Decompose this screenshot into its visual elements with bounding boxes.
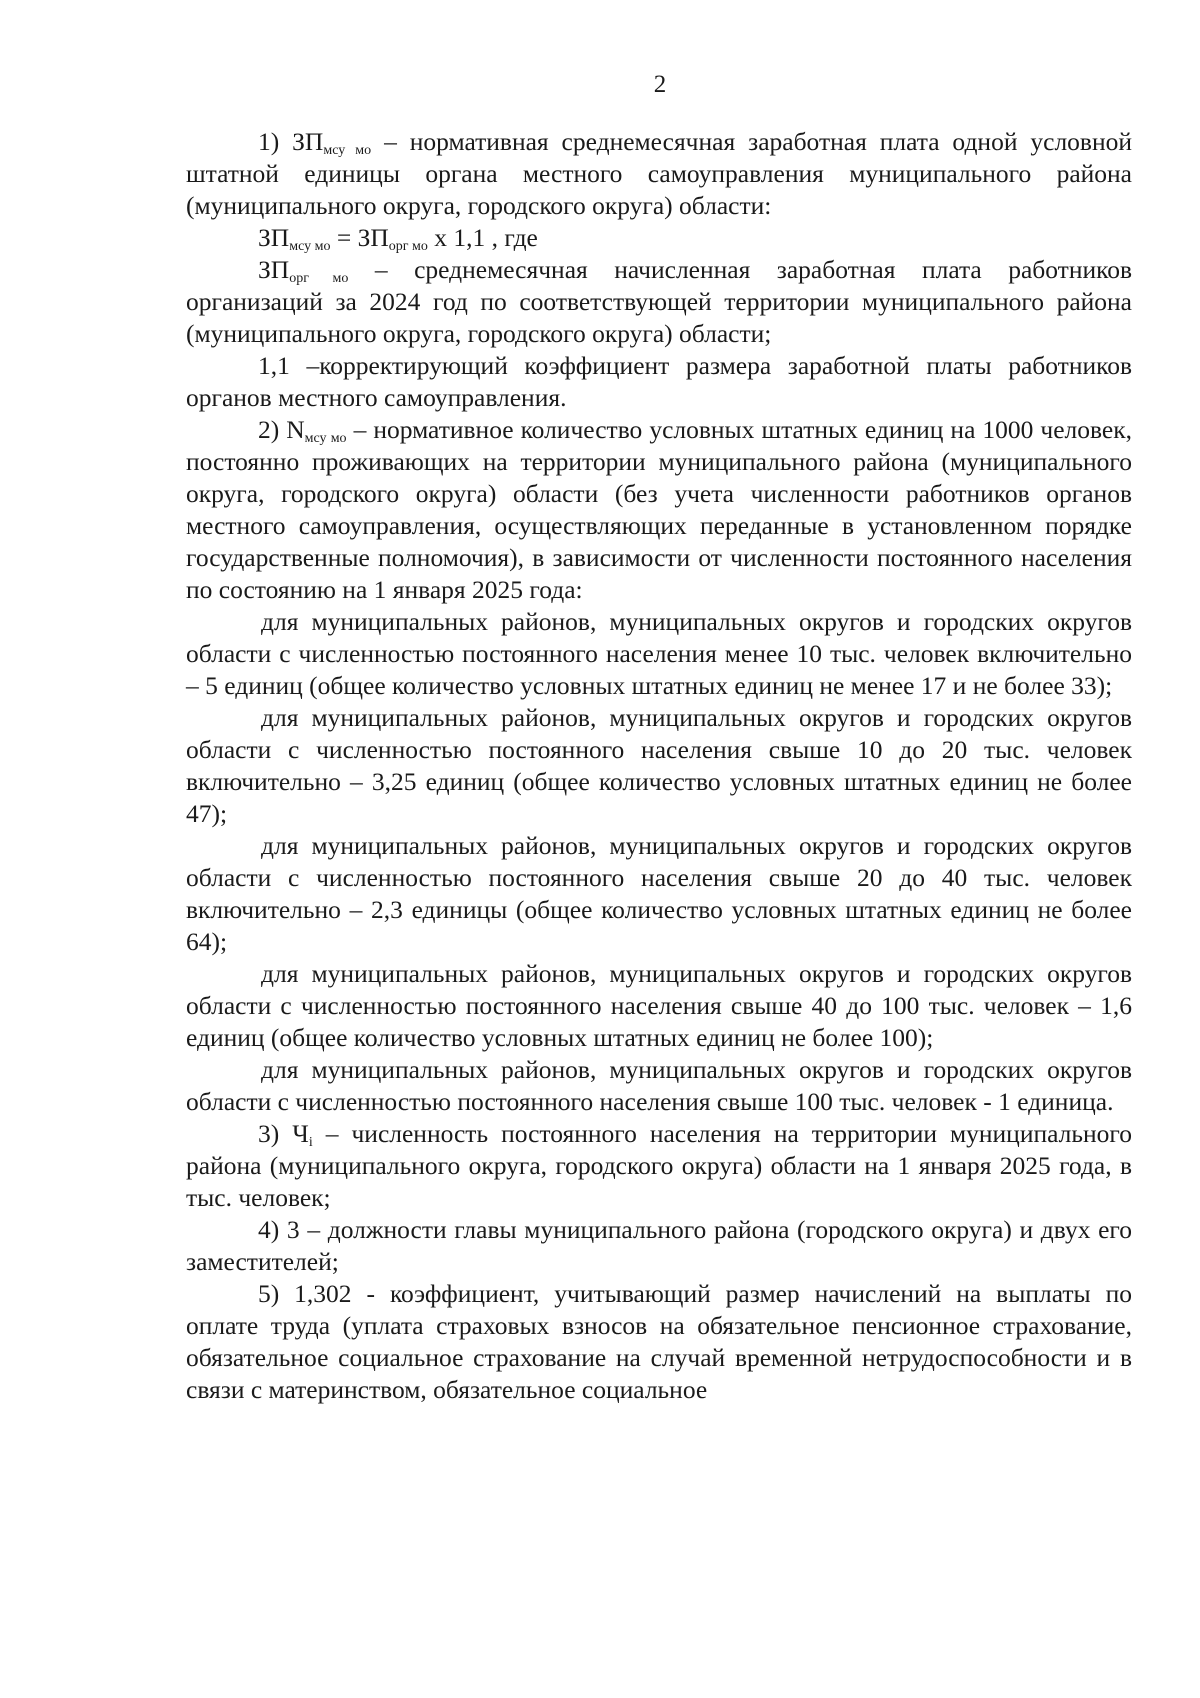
paragraph-tier-5: для муниципальных районов, муниципальных округов и городских округов области с численностью постоянного населения свыше 100 тыс. человек - 1 единица. <box>186 1055 1132 1116</box>
item-3-definition: – численность постоянного населения на территории муниципального района (муниципального округа, городского округа) области на 1 января 2025 года, в тыс. человек; <box>186 1119 1132 1212</box>
paragraph-item-3 <box>186 1118 1132 1214</box>
paragraph-item-2 <box>186 414 1132 606</box>
document-body <box>186 126 1132 1406</box>
paragraph-tier-4: для муниципальных районов, муниципальных округов и городских округов области с численностью постоянного населения свыше 40 до 100 тыс. человек – 1,6 единиц (общее количество условных штатных единиц не более 100); <box>186 959 1132 1052</box>
formula-right-subscript: орг мо <box>388 239 428 254</box>
paragraph-item-4: 4) 3 – должности главы муниципального района (городского округа) и двух его заместителей; <box>186 1215 1132 1276</box>
paragraph-coefficient-1-1: 1,1 –корректирующий коэффициент размера заработной платы работников органов местного самоуправления. <box>186 351 1132 412</box>
item-1-definition: – нормативная среднемесячная заработная плата одной условной штатной единицы органа местного самоуправления муниципального района (муниципального округа, городского округа) области: <box>186 127 1133 220</box>
item-1-term: 1) ЗП <box>258 127 324 156</box>
item-3-term: 3) Ч <box>258 1119 309 1148</box>
paragraph-item-1 <box>186 126 1132 222</box>
definition-term: ЗП <box>258 255 290 284</box>
formula-line <box>186 222 1132 254</box>
item-1-term-subscript: мсу мо <box>323 143 372 158</box>
item-2-term-subscript: мсу мо <box>304 431 347 446</box>
paragraph-tier-2: для муниципальных районов, муниципальных округов и городских округов области с численностью постоянного населения свыше 10 до 20 тыс. человек включительно – 3,25 единиц (общее количество условных штатных единиц не более 47); <box>186 703 1132 828</box>
formula-equals-term: = ЗП <box>330 223 389 252</box>
item-3-term-subscript: i <box>308 1135 313 1150</box>
paragraph-item-5: 5) 1,302 - коэффициент, учитывающий размер начислений на выплаты по оплате труда (уплата страховых взносов на обязательное пенсионное страхование, обязательное социальное страхование на случай временной нетрудоспособности и в связи с материнством, обязательное социальное <box>186 1279 1132 1404</box>
formula-multiplier: x 1,1 , где <box>427 223 538 252</box>
paragraph-definition-zp-org <box>186 254 1132 350</box>
item-2-term: 2) N <box>258 415 305 444</box>
item-2-definition: – нормативное количество условных штатных единиц на 1000 человек, постоянно проживающих на территории муниципального района (муниципального округа, городского округа) области (без учета численности работников органов местного самоуправления, осуществляющих переданные в установленном порядке государственные полномочия), в зависимости от численности постоянного населения по состоянию на 1 января 2025 года: <box>186 415 1132 604</box>
formula-left-term: ЗП <box>258 223 290 252</box>
page-number: 2 <box>653 71 667 98</box>
definition-term-subscript: орг мо <box>289 271 349 286</box>
definition-text: – среднемесячная начисленная заработная плата работников организаций за 2024 год по соответствующей территории муниципального района (муниципального округа, городского округа) области; <box>186 255 1132 348</box>
paragraph-tier-1: для муниципальных районов, муниципальных округов и городских округов области с численностью постоянного населения менее 10 тыс. человек включительно – 5 единиц (общее количество условных штатных единиц не менее 17 и не более 33); <box>186 607 1132 700</box>
paragraph-tier-3: для муниципальных районов, муниципальных округов и городских округов области с численностью постоянного населения свыше 20 до 40 тыс. человек включительно – 2,3 единицы (общее количество условных штатных единиц не более 64); <box>186 831 1132 956</box>
formula-left-subscript: мсу мо <box>289 239 331 254</box>
